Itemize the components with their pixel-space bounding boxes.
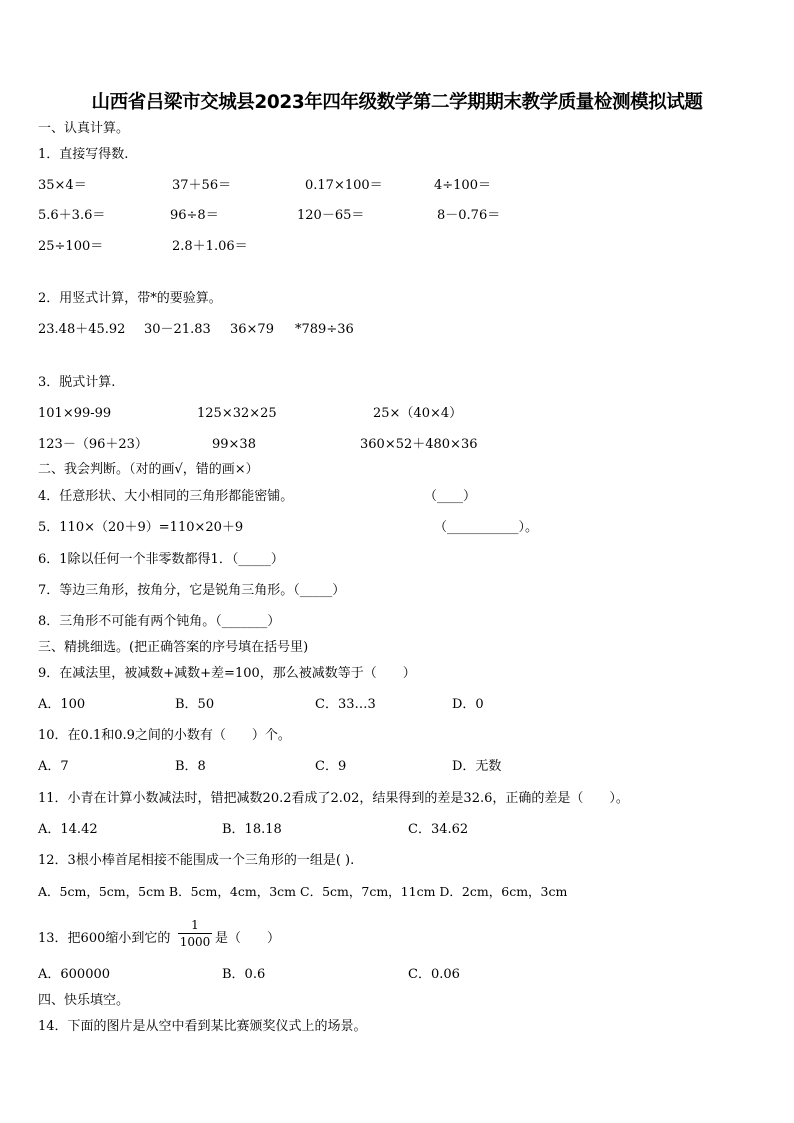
question-5: 5．110×（20＋9）=110×20＋9: [38, 520, 244, 535]
step-calc-item: 25×（40×4）: [373, 406, 463, 421]
option-b: B．8: [175, 759, 206, 774]
question-12-options: A．5cm，5cm，5cm B．5cm，4cm，3cm C．5cm，7cm，11cm D．2cm，6cm，3cm: [38, 884, 568, 899]
fraction-numerator: 1: [191, 918, 199, 932]
question-9: 9．在减法里，被减数+减数+差=100，那么被减数等于（ ）: [38, 666, 416, 681]
section-heading-2: 二、我会判断。（对的画√，错的画×）: [38, 462, 259, 477]
question-14: 14．下面的图片是从空中看到某比赛颁奖仪式上的场景。: [38, 1019, 367, 1034]
calc-item: 0.17×100＝: [305, 178, 383, 193]
option-d: D．无数: [452, 759, 502, 774]
question-13-prefix: 13．把600缩小到它的: [38, 931, 171, 946]
option-c: C．9: [315, 759, 347, 774]
calc-item: 4÷100＝: [434, 178, 491, 193]
option-b: B．50: [175, 697, 215, 712]
section-heading-1: 一、认真计算。: [38, 121, 130, 136]
vertical-calc-item: 23.48＋45.92: [38, 322, 126, 337]
section-heading-3: 三、精挑细选。(把正确答案的序号填在括号里): [38, 640, 309, 655]
question-13-suffix: 是（ ）: [215, 931, 281, 946]
calc-item: 96÷8＝: [170, 208, 219, 223]
calc-item: 8－0.76＝: [437, 208, 501, 223]
fraction-bar: [178, 933, 212, 934]
step-calc-item: 123－（96＋23）: [38, 437, 148, 452]
question-3: 3．脱式计算.: [38, 375, 116, 390]
question-8: 8．三角形不可能有两个钝角。（_______）: [38, 614, 281, 629]
option-b: B．0.6: [222, 967, 266, 982]
question-6: 6．1除以任何一个非零数都得1．（_____）: [38, 552, 284, 567]
vertical-calc-item: 36×79: [230, 322, 274, 337]
fraction: [178, 918, 212, 949]
calc-item: 5.6＋3.6＝: [38, 208, 106, 223]
option-a: A．7: [38, 759, 69, 774]
calc-item: 120－65＝: [297, 208, 365, 223]
calc-item: 35×4＝: [38, 178, 87, 193]
option-a: A．600000: [38, 967, 111, 982]
option-d: D．0: [452, 697, 484, 712]
calc-item: 37＋56＝: [172, 178, 232, 193]
calc-item: 2.8＋1.06＝: [172, 239, 248, 254]
question-4: 4．任意形状、大小相同的三角形都能密铺。: [38, 489, 294, 504]
section-heading-4: 四、快乐填空。: [38, 993, 130, 1008]
option-c: C．33…3: [315, 697, 376, 712]
step-calc-item: 101×99-99: [38, 406, 112, 421]
answer-blank: （___________）。: [434, 520, 539, 535]
option-a: A．100: [38, 697, 86, 712]
question-2: 2．用竖式计算，带*的要验算。: [38, 291, 222, 306]
vertical-calc-item: *789÷36: [295, 322, 354, 337]
page-title: 山西省吕梁市交城县2023年四年级数学第二学期期末教学质量检测模拟试题: [91, 92, 703, 113]
step-calc-item: 125×32×25: [197, 406, 277, 421]
option-c: C．0.06: [408, 967, 460, 982]
option-c: C．34.62: [408, 822, 469, 837]
calc-item: 25÷100＝: [38, 239, 104, 254]
question-10: 10．在0.1和0.9之间的小数有（ ）个。: [38, 728, 291, 743]
option-b: B．18.18: [222, 822, 282, 837]
fraction-denominator: 1000: [179, 935, 211, 949]
question-12: 12．3根小棒首尾相接不能围成一个三角形的一组是( ).: [38, 853, 355, 868]
question-1: 1．直接写得数.: [38, 147, 129, 162]
question-11: 11．小青在计算小数减法时，错把减数20.2看成了2.02，结果得到的差是32.6，正确的差是（ ）。: [38, 791, 629, 806]
vertical-calc-item: 30－21.83: [144, 322, 211, 337]
step-calc-item: 99×38: [212, 437, 256, 452]
answer-blank: （____）: [424, 489, 477, 504]
option-a: A．14.42: [38, 822, 98, 837]
step-calc-item: 360×52＋480×36: [360, 437, 478, 452]
question-7: 7．等边三角形，按角分，它是锐角三角形。（_____）: [38, 583, 346, 598]
